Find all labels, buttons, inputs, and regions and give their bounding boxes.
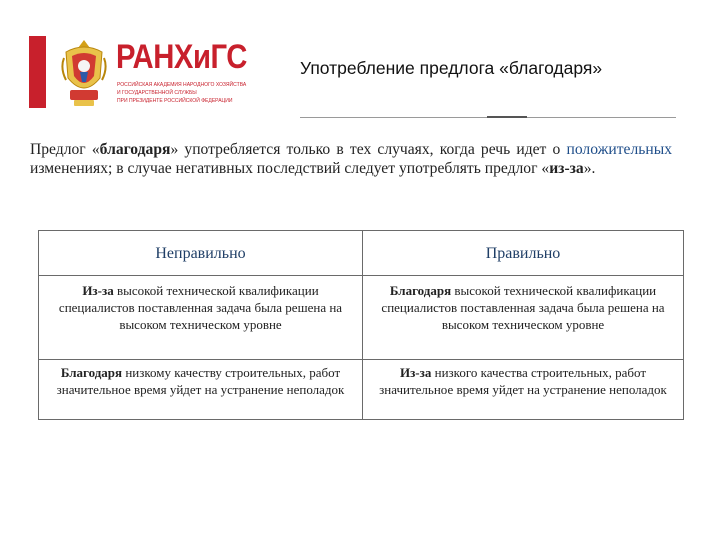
example-text: высокой технической квалификации специалистов поставленная задача была решена на высоком техническом уровне	[381, 283, 665, 332]
header-wrong: Неправильно	[39, 231, 363, 276]
example-text: низкому качеству строительных, работ значительное время уйдет на устранение неполадок	[56, 365, 345, 397]
logo-line: И ГОСУДАРСТВЕННОЙ СЛУЖБЫ	[117, 90, 197, 96]
term-blagodarya: благодаря	[99, 141, 171, 158]
lead-word: Благодаря	[389, 283, 452, 298]
table-row	[39, 276, 684, 360]
wrong-example	[39, 360, 363, 420]
intro-text: Предлог «	[30, 141, 100, 158]
example-text: низкого качества строительных, работ значительное время уйдет на устранение неполадок	[379, 365, 667, 397]
logo-line: ПРИ ПРЕЗИДЕНТЕ РОССИЙСКОЙ ФЕДЕРАЦИИ	[117, 98, 233, 104]
lead-word: Из-за	[82, 283, 114, 298]
accent-bar	[29, 36, 46, 108]
lead-word: Благодаря	[60, 365, 123, 380]
intro-paragraph	[30, 140, 672, 178]
example-text: высокой технической квалификации специалистов поставленная задача была решена на высоком техническом уровне	[58, 283, 343, 332]
logo-name: РАНХиГС	[116, 38, 247, 76]
comparison-table	[38, 230, 684, 420]
slide-title: Употребление предлога «благодаря»	[300, 58, 603, 78]
table-row	[39, 360, 684, 420]
title-underline-accent	[487, 116, 527, 118]
intro-text: изменениях; в случае негативных последствий следует употреблять предлог «	[30, 160, 550, 177]
logo	[60, 38, 250, 110]
intro-text: ».	[583, 160, 596, 177]
right-example	[363, 276, 684, 360]
logo-line: РОССИЙСКАЯ АКАДЕМИЯ НАРОДНОГО ХОЗЯЙСТВА	[117, 82, 247, 88]
table-header-row	[39, 231, 684, 276]
coat-of-arms-icon	[60, 38, 108, 108]
term-iz-za: из-за	[549, 160, 584, 177]
right-example	[363, 360, 684, 420]
wrong-example	[39, 276, 363, 360]
highlight-positive: положительных	[566, 141, 672, 158]
lead-word: Из-за	[399, 365, 432, 380]
intro-text: » употребляется только в тех случаях, когда речь идет о	[170, 141, 567, 158]
header-right: Правильно	[363, 231, 684, 276]
